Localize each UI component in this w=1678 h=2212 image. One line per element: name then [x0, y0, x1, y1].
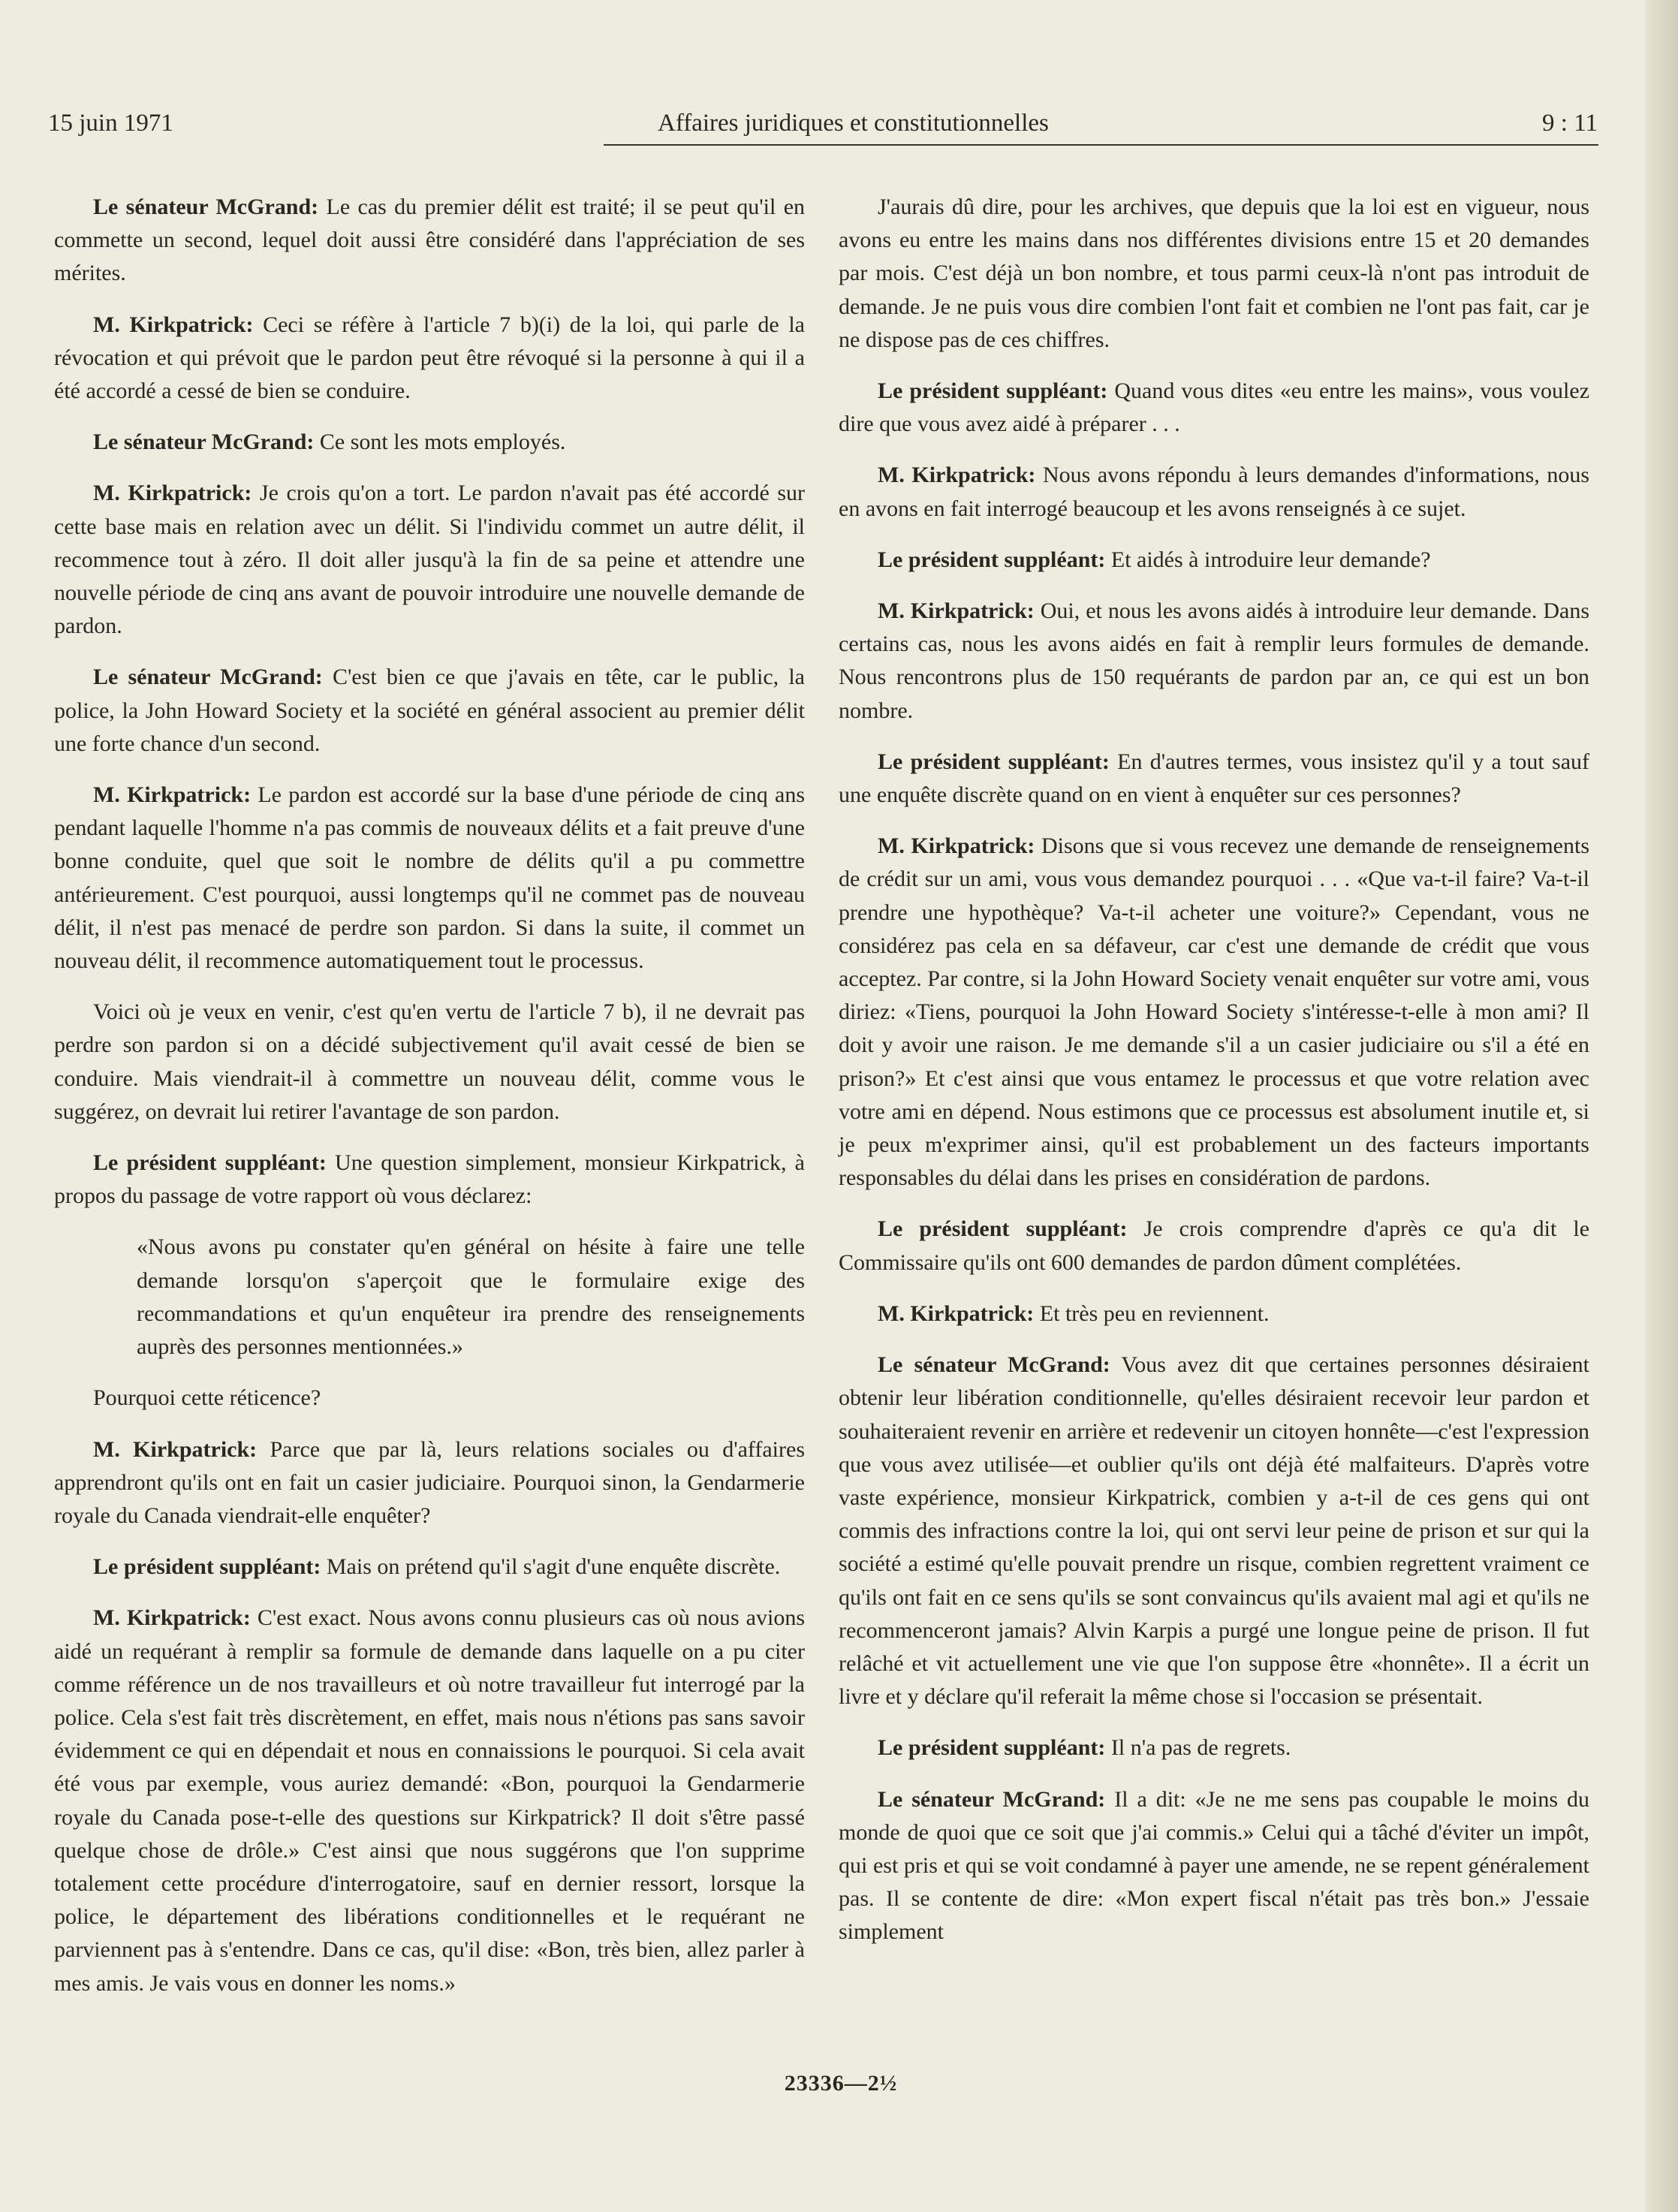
paragraph-text: Voici où je veux en venir, c'est qu'en vertu de l'article 7 b), il ne devrait pas perdre son pardon si on a décidé subjectivement qu'il avait cessé de bien se conduire. Mais viendrait-il à commettre un nouveau délit, comme vous le suggérez, on devrait lui retirer l'avantage de son pardon.: [54, 999, 805, 1124]
speaker-name: Le président suppléant:: [878, 547, 1106, 572]
speaker-name: M. Kirkpatrick:: [93, 1436, 258, 1462]
speaker-name: Le sénateur McGrand:: [93, 429, 315, 455]
paragraph: [54, 1382, 805, 1415]
right-column: [839, 191, 1589, 1967]
speaker-name: Le président suppléant:: [878, 1216, 1128, 1242]
paragraph: [839, 375, 1589, 441]
page-edge: [1645, 0, 1678, 2212]
paragraph-text: Nous avons répondu à leurs demandes d'informations, nous en avons en fait interrogé beaucoup et les avons renseignés à ce sujet.: [839, 463, 1589, 521]
speaker-name: M. Kirkpatrick:: [878, 463, 1036, 488]
paragraph-text: «Nous avons pu constater qu'en général on hésite à faire une telle demande lorsqu'on s'aperçoit que le formulaire exige des recommandations et qu'un enquêteur ira prendre des renseignements auprès des personnes mentionnées.»: [137, 1234, 805, 1360]
header-title: Affaires juridiques et constitutionnelles: [604, 102, 1598, 146]
paragraph-text: Il a dit: «Je ne me sens pas coupable le moins du monde de quoi que ce soit que j'ai commis.» Celui qui a tâché d'éviter un impôt, qui est pris et qui se voit condamné à payer une amende, ne se repent généralement pas. Il se contente de dire: «Mon expert fiscal n'était pas très bon.» J'essaie simplement: [839, 1786, 1590, 1945]
paragraph-text: En d'autres termes, vous insistez qu'il y a tout sauf une enquête discrète quand on en vient à enquêter sur ces personnes?: [839, 749, 1590, 808]
paragraph-text: Ceci se réfère à l'article 7 b)(i) de la loi, qui parle de la révocation et qui prévoit que le pardon peut être révoqué si la personne à qui il a été accordé a cessé de bien se conduire.: [54, 312, 805, 404]
paragraph-text: C'est exact. Nous avons connu plusieurs cas où nous avions aidé un requérant à remplir sa formule de demande dans laquelle on a pu citer comme référence un de nos travailleurs et où notre travailleur fut interrogé par la police. Cela s'est fait très discrètement, en effet, mais nous n'étions pas sans savoir évidemment ce qui en dépendait et nous en connaissions le pourquoi. Si cela avait été vous par exemple, vous auriez demandé: «Bon, pourquoi la Gendarmerie royale du Canada pose-t-elle des questions sur Kirkpatrick? Il doit s'être passé quelque chose de drôle.» C'est ainsi que nous suggérons que l'on supprime totalement cette procédure d'interrogatoire, sauf en dernier ressort, lorsque la police, le département des libérations conditionnelles et le requérant ne parviennent pas à s'entendre. Dans ce cas, qu'il dise: «Bon, très bien, allez parler à mes amis. Je vais vous en donner les noms.»: [54, 1605, 805, 1996]
paragraph-text: Quand vous dites «eu entre les mains», vous voulez dire que vous avez aidé à préparer . . .: [839, 378, 1590, 437]
paragraph: [839, 1783, 1589, 1949]
left-column: [54, 191, 805, 2018]
paragraph-text: Vous avez dit que certaines personnes désiraient obtenir leur libération conditionnelle, qu'elles désiraient recevoir leur pardon et souhaiteraient revenir en arrière et redevenir un citoyen honnête—c'est l'expression que vous avez utilisée—et oublier qu'ils ont déjà été malfaiteurs. D'après votre vaste expérience, monsieur Kirkpatrick, combien y a-t-il de ces gens qui ont commis des infractions contre la loi, qui ont servi leur peine de prison et sur qui la société a estimé qu'elle pouvait prendre un risque, combien regrettent vraiment ce qu'ils ont fait en ce sens qu'ils se sont convaincus qu'ils avaient mal agi et qu'ils ne recommenceront jamais? Alvin Karpis a purgé une longue peine de prison. Il fut relâché et vit actuellement une vie que l'on suppose être «honnête». Il a écrit un livre et y déclare qu'il referait la même chose si l'occasion se présentait.: [839, 1352, 1589, 1710]
paragraph: [839, 595, 1589, 728]
paragraph: [54, 1147, 805, 1213]
speaker-name: M. Kirkpatrick:: [878, 1300, 1035, 1326]
paragraph: [54, 996, 805, 1129]
speaker-name: M. Kirkpatrick:: [878, 598, 1035, 624]
paragraph-text: Je crois comprendre d'après ce qu'a dit le Commissaire qu'ils ont 600 demandes de pardon dûment complétées.: [839, 1216, 1590, 1275]
paragraph: [839, 544, 1589, 577]
speaker-name: Le président suppléant:: [878, 749, 1110, 774]
paragraph-text: Pourquoi cette réticence?: [93, 1385, 321, 1411]
speaker-name: M. Kirkpatrick:: [93, 312, 254, 337]
paragraph: [54, 1602, 805, 2000]
header-date: 15 juin 1971: [48, 110, 173, 137]
speaker-name: Le président suppléant:: [878, 1735, 1106, 1761]
paragraph: [54, 661, 805, 761]
paragraph: [839, 1297, 1589, 1331]
paragraph: [839, 830, 1589, 1195]
paragraph-text: Une question simplement, monsieur Kirkpatrick, à propos du passage de votre rapport où vous déclarez:: [54, 1150, 805, 1209]
paragraph-text: C'est bien ce que j'avais en tête, car le public, la police, la John Howard Society et la société en général associent au premier délit une forte chance d'un second.: [54, 665, 805, 756]
speaker-name: Le président suppléant:: [93, 1150, 327, 1176]
speaker-name: Le sénateur McGrand:: [878, 1786, 1106, 1812]
paragraph: [54, 1551, 805, 1584]
speaker-name: M. Kirkpatrick:: [93, 782, 252, 808]
paragraph: [839, 746, 1589, 812]
paragraph: [839, 1213, 1589, 1279]
speaker-name: Le sénateur McGrand:: [878, 1352, 1110, 1378]
paragraph: [54, 1433, 805, 1533]
paragraph-text: J'aurais dû dire, pour les archives, que depuis que la loi est en vigueur, nous avons eu entre les mains dans nos différentes divisions entre 15 et 20 demandes par mois. C'est déjà un bon nombre, et tous parmi ceux-là n'ont pas introduit de demande. Je ne puis vous dire combien l'ont fait et combien ne l'ont pas fait, car je ne dispose pas de ces chiffres.: [839, 194, 1589, 352]
paragraph-text: Oui, et nous les avons aidés à introduire leur demande. Dans certains cas, nous les avons aidés en fait à remplir leurs formules de demande. Nous rencontrons plus de 150 requérants de pardon par an, ce qui est un bon nombre.: [839, 598, 1589, 723]
speaker-name: M. Kirkpatrick:: [878, 833, 1035, 859]
paragraph-text: Disons que si vous recevez une demande de renseignements de crédit sur un ami, vous vous demandez pourquoi . . . «Que va-t-il faire? Va-t-il prendre une hypothèque? Va-t-il acheter une voiture?» Cependant, vous ne considérez pas cela en sa défaveur, car c'est une demande de crédit que vous acceptez. Par contre, si la John Howard Society venait enquêter sur votre ami, vous diriez: «Tiens, pourquoi la John Howard Society s'intéresse-t-elle à mon ami? Il doit y avoir une raison. Je me demande s'il a un casier judiciaire ou s'il a été en prison?» Et c'est ainsi que vous entamez le processus et que votre relation avec votre ami en dépend. Nous estimons que ce processus est absolument inutile et, si je peux m'exprimer ainsi, qu'il est probablement un des facteurs importants responsables du délai dans les prises en considération de pardons.: [839, 833, 1590, 1191]
paragraph-text: Ce sont les mots employés.: [319, 429, 566, 455]
footer-code: 23336—2½: [784, 2071, 898, 2096]
paragraph: [54, 779, 805, 978]
paragraph-text: Et aidés à introduire leur demande?: [1110, 547, 1431, 572]
speaker-name: Le président suppléant:: [93, 1554, 321, 1580]
paragraph-text: Je crois qu'on a tort. Le pardon n'avait pas été accordé sur cette base mais en relation avec un délit. Si l'individu commet un autre délit, il recommence tout à zéro. Il doit aller jusqu'à la fin de sa peine et attendre une nouvelle période de cinq ans avant de pouvoir introduire une nouvelle demande de pardon.: [54, 481, 806, 639]
paragraph: [54, 309, 805, 408]
running-header: [48, 102, 1598, 144]
paragraph-text: Parce que par là, leurs relations sociales ou d'affaires apprendront qu'ils ont en fait un casier judiciaire. Pourquoi sinon, la Gendarmerie royale du Canada viendrait-elle enquêter?: [54, 1436, 806, 1528]
paragraph-text: Il n'a pas de regrets.: [1110, 1735, 1291, 1761]
speaker-name: Le président suppléant:: [878, 378, 1108, 404]
paragraph-text: Et très peu en reviennent.: [1039, 1300, 1270, 1326]
paragraph-text: Le pardon est accordé sur la base d'une période de cinq ans pendant laquelle l'homme n'a pas commis de nouveaux délits et a fait preuve d'une bonne conduite, quel que soit le nombre de délits qu'il a pu commettre antérieurement. C'est pourquoi, aussi longtemps qu'il ne commet pas de nouveau délit, il n'est pas menacé de perdre son pardon. Si dans la suite, il commet un nouveau délit, il recommence automatiquement tout le processus.: [54, 782, 806, 974]
paragraph: [839, 1731, 1589, 1764]
paragraph: [839, 191, 1589, 357]
paragraph-text: Le cas du premier délit est traité; il se peut qu'il en commette un second, lequel doit aussi être considéré dans l'appréciation de ses mérites.: [54, 194, 806, 286]
paragraph: [839, 459, 1589, 525]
paragraph: [54, 426, 805, 459]
speaker-name: Le sénateur McGrand:: [93, 194, 319, 219]
paragraph: [54, 477, 805, 643]
speaker-name: M. Kirkpatrick:: [93, 1605, 251, 1631]
paragraph: [54, 191, 805, 291]
paragraph: [839, 1349, 1589, 1713]
paragraph-text: Mais on prétend qu'il s'agit d'une enquête discrète.: [326, 1554, 781, 1580]
quoted-passage: [54, 1231, 805, 1364]
page-number: 9 : 11: [1542, 110, 1598, 137]
speaker-name: Le sénateur McGrand:: [93, 665, 323, 690]
speaker-name: M. Kirkpatrick:: [93, 481, 252, 506]
